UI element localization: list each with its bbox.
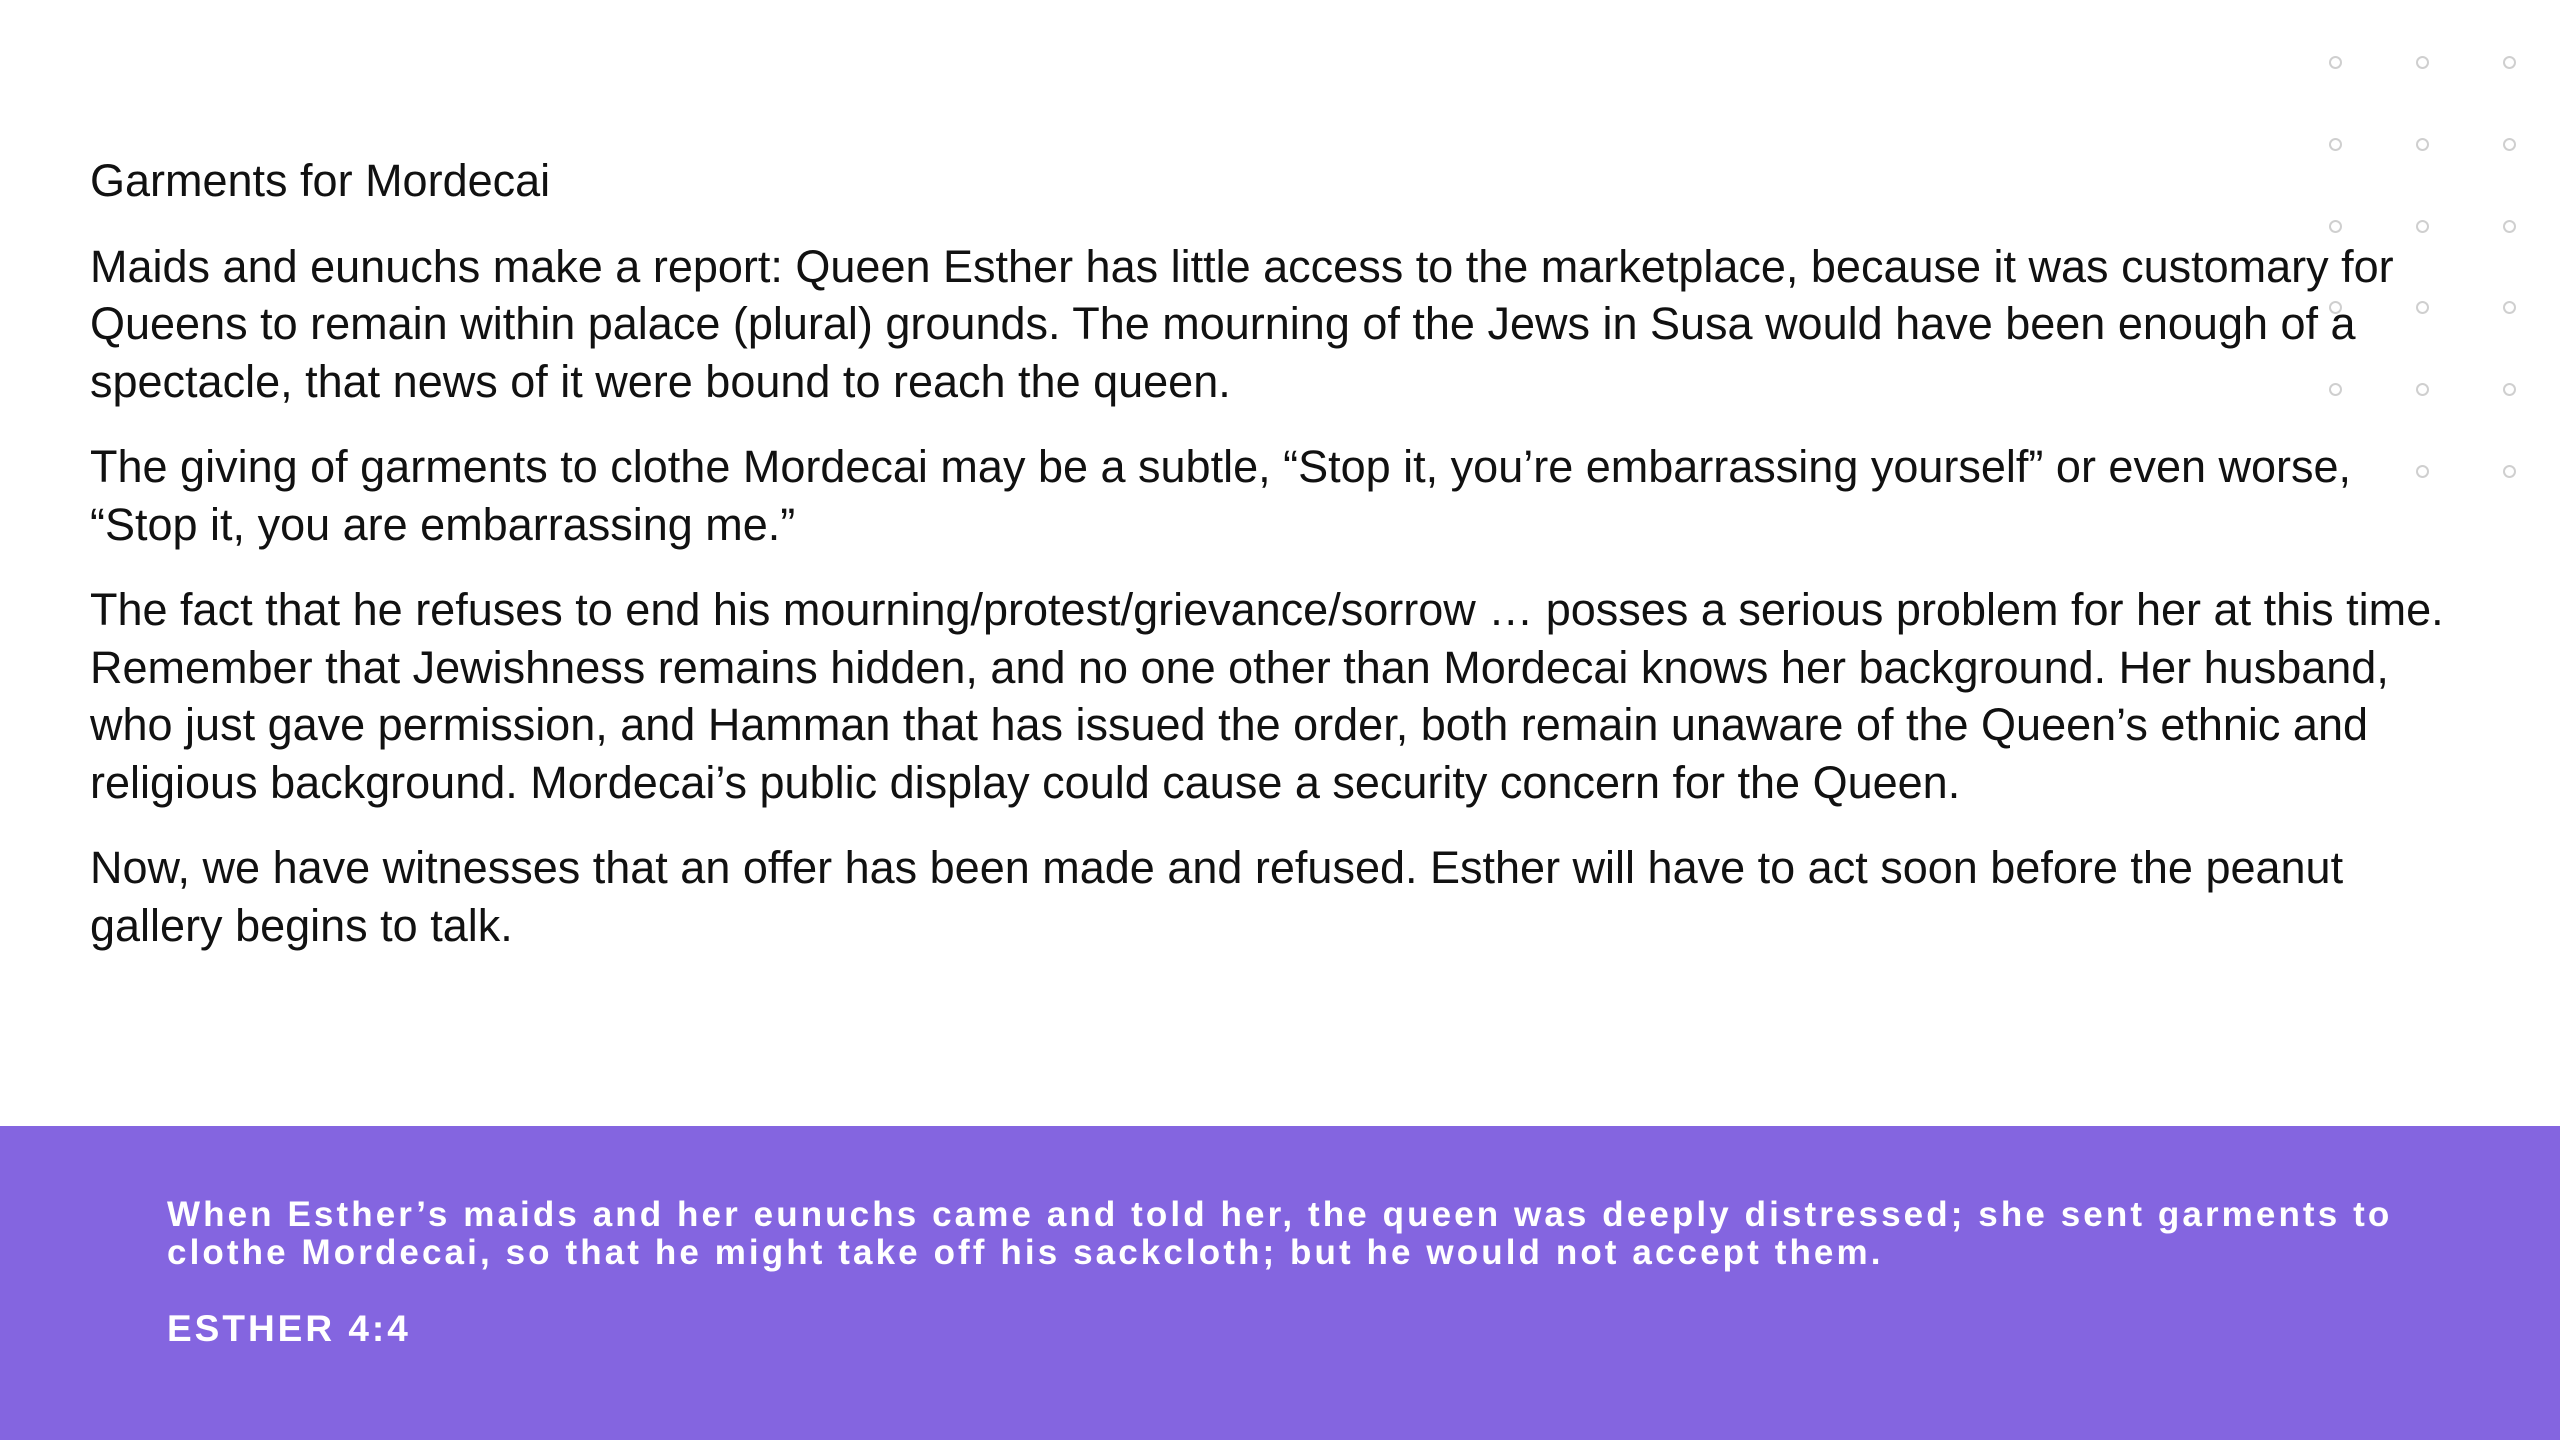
dot-icon <box>2329 138 2342 151</box>
paragraph-garments: The giving of garments to clothe Mordecai may be a subtle, “Stop it, you’re embarrassing yourself” or even worse, “Stop it, you are embarrassing me.” <box>90 441 2352 550</box>
dot-icon <box>2503 383 2516 396</box>
dot-icon <box>2503 138 2516 151</box>
dot-icon <box>2329 56 2342 69</box>
scripture-quote: When Esther’s maids and her eunuchs came and told her, the queen was deeply distressed; she sent garments to clothe Mordecai, so that he might take off his sackcloth; but he would not accept them. <box>167 1195 2393 1272</box>
scripture-banner <box>0 1126 2560 1440</box>
dot-icon <box>2503 220 2516 233</box>
paragraph-witnesses: Now, we have witnesses that an offer has been made and refused. Esther will have to act soon before the peanut gallery begins to talk. <box>90 842 2344 951</box>
slide-title: Garments for Mordecai <box>90 155 551 206</box>
paragraph-refusal: The fact that he refuses to end his mourning/protest/grievance/sorrow … posses a serious problem for her at this time. Remember that Jewishness remains hidden, and no one other than Mordecai knows her background. Her husband, who just gave permission, and Hamman that has issued the order, both remain unaware of the Queen’s ethnic and religious background. Mordecai’s public display could cause a security concern for the Queen. <box>90 584 2444 808</box>
slide-body <box>90 152 2460 982</box>
dot-icon <box>2503 465 2516 478</box>
dot-icon <box>2416 56 2429 69</box>
scripture-reference: ESTHER 4:4 <box>167 1308 411 1349</box>
dot-icon <box>2503 56 2516 69</box>
dot-icon <box>2416 138 2429 151</box>
paragraph-report: Maids and eunuchs make a report: Queen Esther has little access to the marketplace, because it was customary for Queens to remain within palace (plural) grounds. The mourning of the Jews in Susa would have been enough of a spectacle, that news of it were bound to reach the queen. <box>90 240 2394 407</box>
dot-icon <box>2503 301 2516 314</box>
